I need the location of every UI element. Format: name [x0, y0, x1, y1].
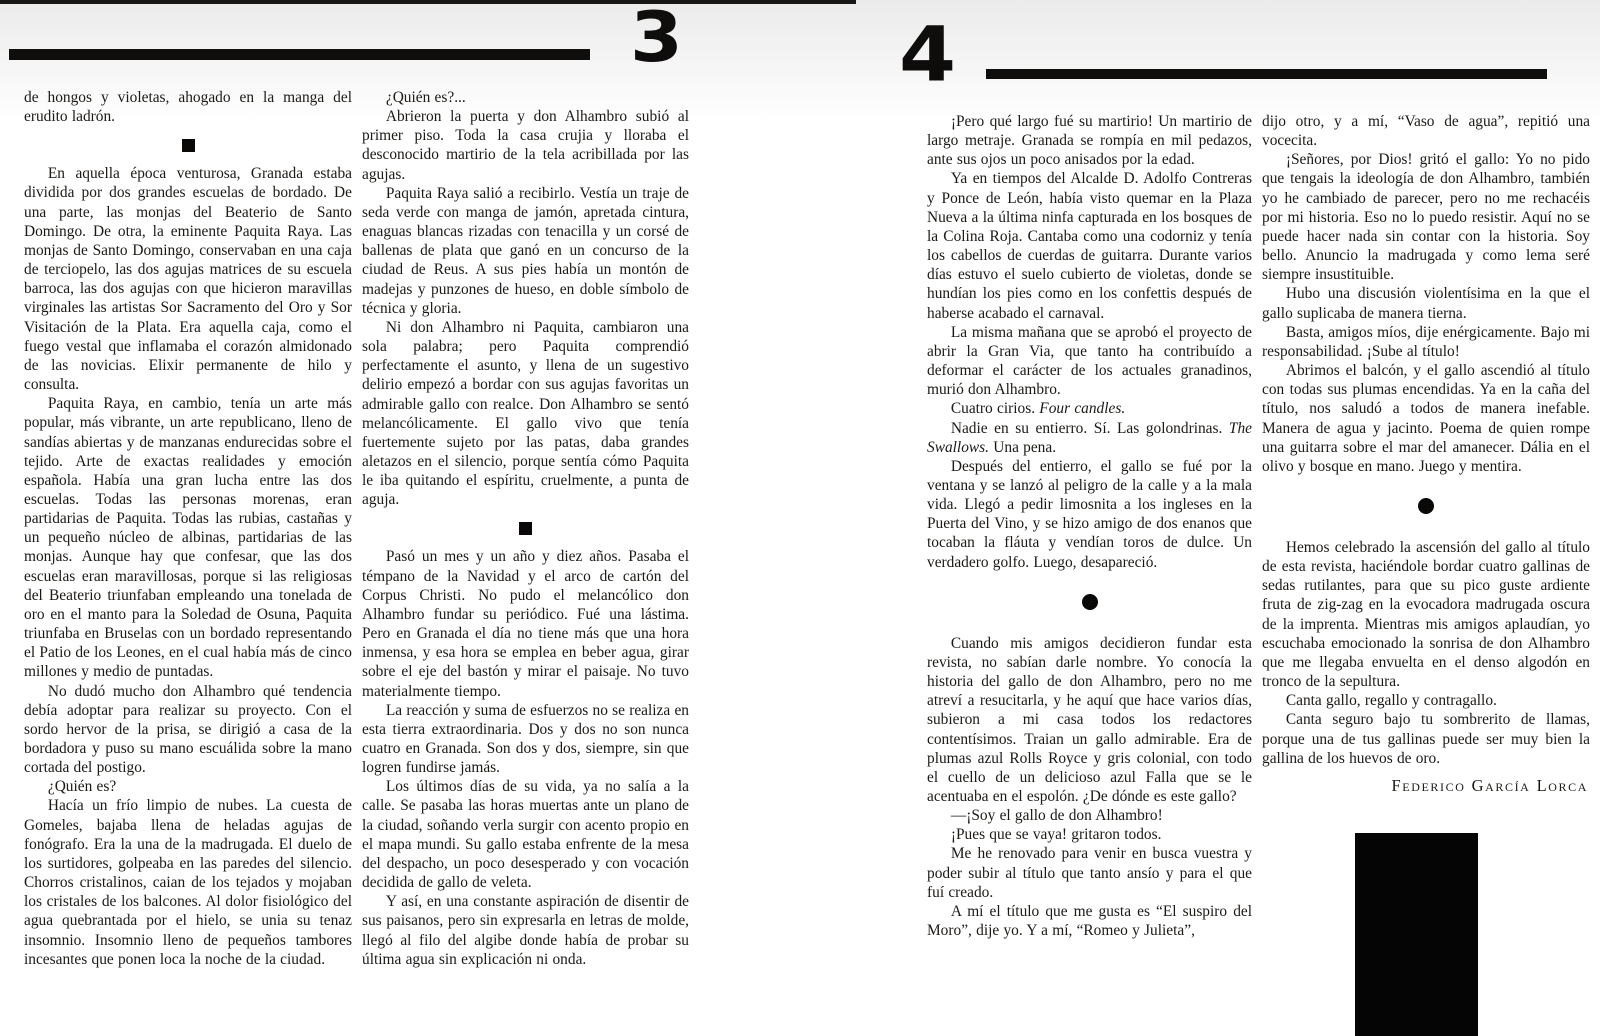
paragraph: ¡Pues que se vaya! gritaron todos.: [950, 826, 1162, 844]
paragraph: Los últimos días de su vida, ya no salía a la calle. Se pasaba las horas muertas ante un plano de la ciudad, soñando verla surgir con acento propio en el mapa mundi. Su gallo estaba enfrente de la mesa del despacho, un poco desesperado y con vocación decidida de gallo de veleta.: [362, 778, 689, 892]
paragraph: ¿Quién es?...: [385, 89, 466, 106]
paragraph: Paquita Raya salió a recibirlo. Vestía un traje de seda verde con manga de jamón, apretada cintura, enaguas blancas rizadas con tenacilla y un corsé de ballenas de plata que ganó en un concurso de la ciudad de Reus. A sus pies había un montón de madejas y punzones de hueso, en doble símbolo de técnica y gloria.: [362, 184, 689, 317]
section-separator-square-icon: [182, 139, 195, 152]
paragraph: Cuatro cirios. Four candles.: [950, 400, 1126, 418]
paragraph: No dudó mucho don Alhambro qué tendencia debía adoptar para realizar su proyecto. Con el sordo hervor de la prisa, se dirigió a casa de la bordadora y puso su mano escuálida sobre la mano cortada del postigo.: [24, 682, 352, 777]
paragraph: La misma mañana que se aprobó el proyecto de abrir la Gran Via, que tanto ha contribuído a deformar el carácter de los actuales granadinos, murió don Alhambro.: [927, 323, 1252, 399]
page4-column-1: [927, 112, 1252, 940]
paragraph: Canta gallo, regallo y contragallo.: [1285, 692, 1497, 710]
page3-header-rule: [9, 49, 590, 60]
paragraph: Pasó un mes y un año y diez años. Pasaba el témpano de la Navidad y el arco de cartón del Corpus Christi. No pudo el melancólico don Alhambro fundar su periódico. Fué una lástima. Pero en Granada el día no tiene más que una hora inmensa, y esa hora se emplea en beber agua, girar sobre el eje del bastón y mirar el paisaje. No tuvo materialmente tiempo.: [362, 548, 689, 700]
paragraph: Cuando mis amigos decidieron fundar esta revista, no sabían darle nombre. Yo conocía la historia del gallo de don Alhambro, pero no me atreví a resucitarla, y he aquí que hace varios días, subieron a mi casa todos los redactores contentísimos. Traian un gallo admirable. Era de plumas azul Rolls Royce y gris colonial, con todo el cuello de un delicioso azul Falla que se le acentuaba en el espolón. ¿De dónde es este gallo?: [927, 634, 1252, 805]
paragraph: dijo otro, y a mí, “Vaso de agua”, repitió una vocecita.: [1262, 113, 1590, 150]
black-ink-block: [1355, 833, 1478, 1036]
page4-number: 4: [899, 11, 955, 99]
section-separator-dot-icon: [1418, 498, 1434, 514]
author-signature: Federico García Lorca: [1391, 775, 1588, 795]
paragraph: Después del entierro, el gallo se fué por la ventana y se lanzó al peligro de la calle y a la mala vida. Llegó a pedir limosnita a los ingleses en la Puerta del Vino, y se hizo amigo de dos enanos que tocaban la fláuta y vendían toros de dulce. Un verdadero golfo. Luego, desapareció.: [927, 457, 1252, 571]
paragraph: Canta seguro bajo tu sombrerito de llamas, porque una de tus gallinas puede ser muy bien la gallina de los huevos de oro.: [1262, 711, 1590, 767]
paragraph: Me he renovado para venir en busca vuestra y poder subir al título que tanto ansío y para el que fuí creado.: [927, 845, 1252, 901]
page4-header-rule: [986, 69, 1547, 79]
section-separator-square-icon: [519, 522, 532, 535]
paragraph: ¿Quién es?: [47, 778, 117, 796]
paragraph: En aquella época venturosa, Granada estaba dividida por dos grandes escuelas de bordado. De una parte, las monjas del Beaterio de Santo Domingo. De otra, la eminente Paquita Raya. Las monjas de Santo Domingo, conservaban en una caja de terciopelo, las dos agujas matrices de su escuela barroca, las dos agujas con que hicieron maravillas virginales las artistas Sor Sacramento del Oro y Sor Visitación de la Plata. Era aquella caja, como el fuego vestal que inflamaba el corazón almidonado de las novicias. Elixir permanente de hilo y consulta.: [24, 165, 352, 394]
paragraph: Ya en tiempos del Alcalde D. Adolfo Contreras y Ponce de León, había visto quemar en la Plaza Nueva a la última ninfa capturada en los bosques de la Colina Roja. Cantaba como una codorniz y tenía los cabellos de cuerdas de guitarra. Durante varios días estuvo el suelo cubierto de violetas, donde se hundían los pies como en los confettis después de haberse acabado el carnaval.: [927, 170, 1252, 322]
page4-column-2: [1262, 112, 1590, 795]
paragraph: A mí el título que me gusta es “El suspiro del Moro”, dije yo. Y a mí, “Romeo y Julieta”,: [927, 902, 1252, 940]
paragraph: Hubo una discusión violentísima en la que el gallo suplicaba de manera tierna.: [1262, 285, 1590, 322]
paragraph: Paquita Raya, en cambio, tenía un arte más popular, más vibrante, un arte republicano, lleno de sandías abiertas y de manzanas endurecidas sobre el tejido. Arte de exactas realidades y emoción española. Había una gran lucha entre las dos escuelas. Todas las personas morenas, eran partidarias de Paquita. Todas las rubias, castañas y un pequeño núcleo de albinas, partidarias de las monjas. Aunque hay que confesar, que las dos escuelas eran maravillosas, porque si las religiosas del Beaterio triunfaban empleando una tonelada de oro en el manto para la Soledad de Osuna, Paquita triunfaba en Bruselas con un bordado representando el Patio de los Leones, en el cual había más de cinco millones y medio de puntadas.: [24, 395, 352, 681]
top-edge-line: [0, 0, 856, 4]
paragraph: Hacía un frío limpio de nubes. La cuesta de Gomeles, bajaba llena de heladas agujas de fonógrafo. Era la una de la madrugada. El duelo de los surtidores, golpeaba en las paredes del silencio. Chorros cristalinos, caian de los tejados y mojaban los cristales de los balcones. Al dolor fisiológico del agua quebrantada por el hielo, se unia su tenaz insomnio. Insomnio lleno de pequeños tambores incesantes que ponen loca la noche de la ciudad.: [24, 797, 352, 968]
paragraph: ¡Pero qué largo fué su martirio! Un martirio de largo metraje. Granada se rompía en mil pedazos, ante sus ojos un poco anisados por la edad.: [927, 113, 1252, 169]
paragraph: Hemos celebrado la ascensión del gallo al título de esta revista, haciéndole bordar cuatro gallinas de sedas rutilantes, para que su pico guste ardiente fruta de zig-zag en la evocadora madrugada oscura de la imprenta. Mientras mis amigos aplaudían, yo escuchaba emocionado la sonrisa de don Alhambro que me llegaba envuelta en el denso algodón en tronco de la sepultura.: [1262, 538, 1590, 691]
paragraph: Y así, en una constante aspiración de disentir de sus paisanos, pero sin expresarla en letras de molde, llegó al filo del algibe donde había de probar su última agua sin explicación ni onda.: [362, 893, 689, 968]
paragraph: Basta, amigos míos, dije enérgicamente. Bajo mi responsabilidad. ¡Sube al título!: [1262, 323, 1590, 360]
paragraph: Abrimos el balcón, y el gallo ascendió al título con todas sus plumas encendidas. Ya en la caña del título, nos saludó a todos de manera inefable. Manera de agua y jacinto. Poema de quien rompe una guitarra sobre el mar del amanecer. Dália en el olivo y bosque en mano. Juego y mentira.: [1262, 362, 1590, 475]
page3-number: 3: [630, 0, 681, 78]
paragraph: Abrieron la puerta y don Alhambro subió al primer piso. Toda la casa crujia y lloraba el desconocido martirio de la tela acribillada por las agujas.: [362, 108, 689, 183]
section-separator-dot-icon: [1082, 594, 1098, 610]
paragraph: —¡Soy el gallo de don Alhambro!: [950, 807, 1163, 825]
paragraph: de hongos y violetas, ahogado en la manga del erudito ladrón.: [24, 89, 352, 126]
paragraph: Nadie en su entierro. Sí. Las golondrinas. The Swallows. Una pena.: [927, 419, 1252, 456]
paragraph: La reacción y suma de esfuerzos no se realiza en esta tierra extraordinaria. Dos y dos no son nunca cuatro en Granada. Son dos y dos, siempre, sin que logren fundirse jamás.: [362, 701, 689, 777]
paragraph: Ni don Alhambro ni Paquita, cambiaron una sola palabra; pero Paquita comprendió perfectamente el asunto, y llena de un sugestivo delirio empezó a bordar con sus agujas favoritas un admirable gallo con realce. Don Alhambro se sentó melancólicamente. El gallo vivo que tenía fuertemente sujeto por las patas, daba grandes aletazos en el silencio, porque sentía cómo Paquita le iba quitando el espíritu, cruelmente, a punta de aguja.: [362, 318, 689, 509]
page3-column-2: [362, 88, 689, 969]
page3-column-1: [24, 88, 352, 969]
paragraph: ¡Señores, por Dios! gritó el gallo: Yo no pido que tengais la ideología de don Alhambro, también yo he cambiado de parecer, pero no me rechacéis por mi historia. Eso no lo puedo resistir. Aquí no se puede hacer nada sin contar con la historia. Soy bello. Anuncio la madrugada y como lema seré siempre insustituible.: [1262, 151, 1590, 284]
